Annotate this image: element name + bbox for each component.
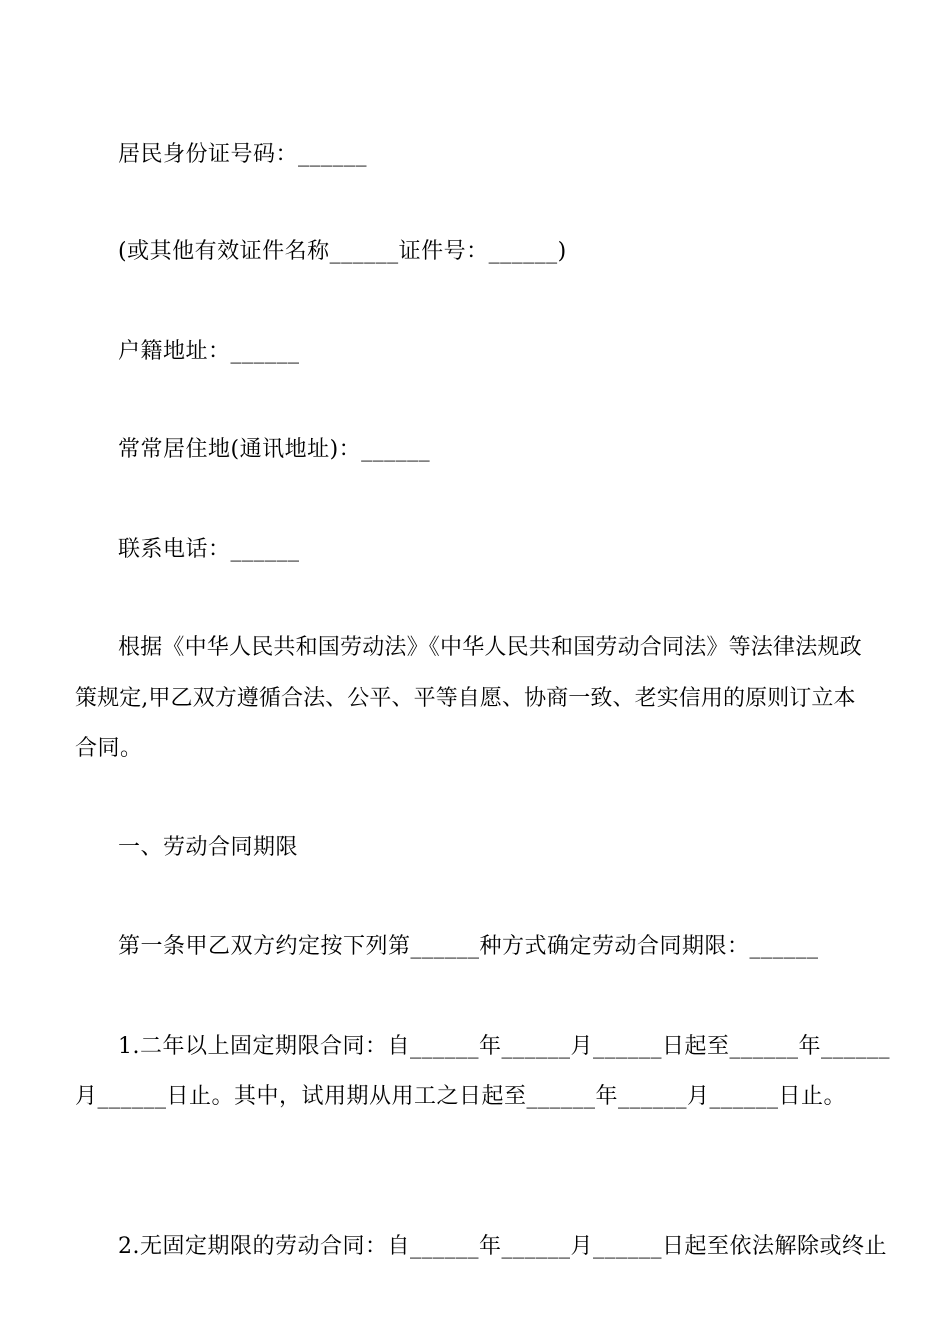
item-two-line-1: 2.无固定期限的劳动合同：自______年______月______日起至依法解除或终止 — [118, 1234, 887, 1259]
item-one-line-1: 1.二年以上固定期限合同：自______年______月______日起至______年______ — [118, 1034, 890, 1059]
id-number-line: 居民身份证号码：______ — [118, 142, 368, 167]
item-one-line-2: 月______日止。其中，试用期从用工之日起至______年______月______日止。 — [75, 1084, 847, 1109]
section-heading: 一、劳动合同期限 — [118, 835, 299, 860]
residence-address-line: 常常居住地(通讯地址)：______ — [118, 437, 431, 462]
preamble-line-2: 策规定,甲乙双方遵循合法、公平、平等自愿、协商一致、老实信用的原则订立本 — [75, 686, 856, 711]
preamble-line-3: 合同。 — [75, 736, 143, 761]
article-one-line: 第一条甲乙双方约定按下列第______种方式确定劳动合同期限：______ — [118, 934, 819, 959]
preamble-line-1: 根据《中华人民共和国劳动法》《中华人民共和国劳动合同法》等法律法规政 — [118, 635, 862, 660]
other-id-line: (或其他有效证件名称______证件号：______) — [118, 239, 567, 264]
household-address-line: 户籍地址：______ — [118, 339, 300, 364]
phone-line: 联系电话：______ — [118, 537, 300, 562]
